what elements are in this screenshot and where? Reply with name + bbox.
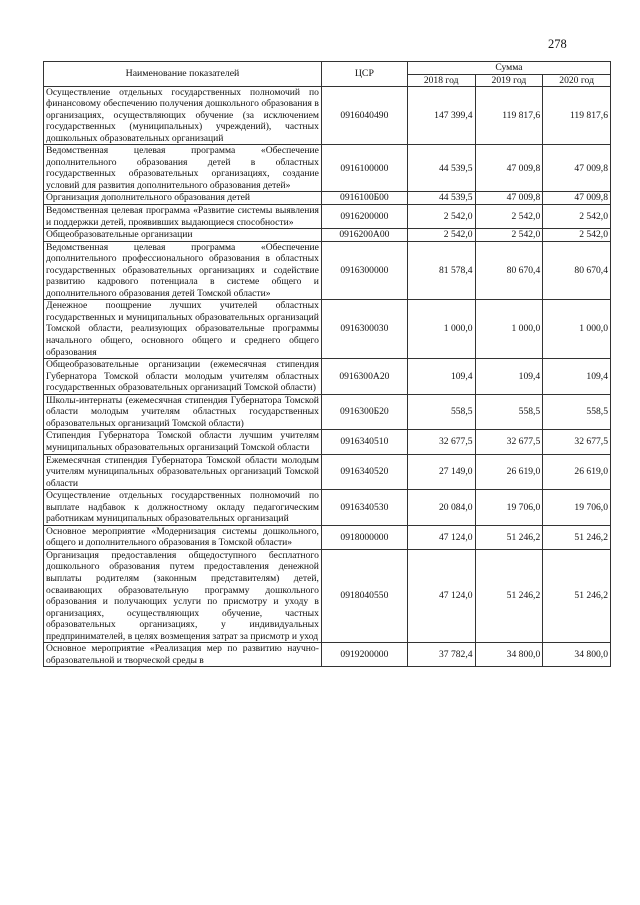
row-2019: 34 800,0 bbox=[475, 643, 543, 667]
row-2019: 51 246,2 bbox=[475, 525, 543, 549]
table-row bbox=[44, 430, 611, 454]
table-row bbox=[44, 145, 611, 192]
row-2019: 109,4 bbox=[475, 359, 543, 395]
row-2020: 109,4 bbox=[543, 359, 611, 395]
row-2018: 109,4 bbox=[407, 359, 475, 395]
row-csr: 0916200000 bbox=[321, 205, 407, 229]
header-row-top bbox=[44, 62, 611, 75]
row-csr: 0918000000 bbox=[321, 525, 407, 549]
row-2018: 32 677,5 bbox=[407, 430, 475, 454]
row-2018: 2 542,0 bbox=[407, 205, 475, 229]
row-name: Стипендия Губернатора Томской области лучшим учителям муниципальных образовательных организаций Томской области bbox=[44, 430, 322, 454]
row-csr: 0916300000 bbox=[321, 241, 407, 300]
row-csr: 0916340520 bbox=[321, 454, 407, 490]
row-csr: 0916040490 bbox=[321, 86, 407, 145]
table-row bbox=[44, 549, 611, 642]
row-2019: 26 619,0 bbox=[475, 454, 543, 490]
row-2019: 19 706,0 bbox=[475, 490, 543, 526]
row-2020: 19 706,0 bbox=[543, 490, 611, 526]
row-csr: 0916340530 bbox=[321, 490, 407, 526]
row-2019: 558,5 bbox=[475, 394, 543, 430]
table-row bbox=[44, 525, 611, 549]
row-name: Школы-интернаты (ежемесячная стипендия Губернатора Томской области молодым учителям областных государственных образовательных организаций Томской области) bbox=[44, 394, 322, 430]
header-csr: ЦСР bbox=[321, 62, 407, 87]
row-csr: 0916300А20 bbox=[321, 359, 407, 395]
row-csr: 0916340510 bbox=[321, 430, 407, 454]
row-2020: 80 670,4 bbox=[543, 241, 611, 300]
table-row bbox=[44, 192, 611, 205]
row-name: Общеобразовательные организации bbox=[44, 229, 322, 242]
row-2020: 51 246,2 bbox=[543, 549, 611, 642]
table-row bbox=[44, 205, 611, 229]
row-csr: 0916100000 bbox=[321, 145, 407, 192]
table-header bbox=[44, 62, 611, 87]
row-2018: 20 084,0 bbox=[407, 490, 475, 526]
header-year-2020: 2020 год bbox=[543, 74, 611, 86]
row-2020: 47 009,8 bbox=[543, 192, 611, 205]
row-2019: 1 000,0 bbox=[475, 300, 543, 359]
row-2018: 44 539,5 bbox=[407, 192, 475, 205]
row-2019: 119 817,6 bbox=[475, 86, 543, 145]
table-row bbox=[44, 229, 611, 242]
row-2020: 2 542,0 bbox=[543, 229, 611, 242]
row-2018: 27 149,0 bbox=[407, 454, 475, 490]
row-2019: 47 009,8 bbox=[475, 145, 543, 192]
row-name: Основное мероприятие «Модернизация системы дошкольного, общего и дополнительного образования в Томской области» bbox=[44, 525, 322, 549]
table-row bbox=[44, 300, 611, 359]
row-2019: 80 670,4 bbox=[475, 241, 543, 300]
table-row bbox=[44, 241, 611, 300]
row-2018: 558,5 bbox=[407, 394, 475, 430]
row-2020: 47 009,8 bbox=[543, 145, 611, 192]
row-2019: 32 677,5 bbox=[475, 430, 543, 454]
row-csr: 0916200А00 bbox=[321, 229, 407, 242]
row-2020: 1 000,0 bbox=[543, 300, 611, 359]
row-2020: 34 800,0 bbox=[543, 643, 611, 667]
row-2020: 2 542,0 bbox=[543, 205, 611, 229]
header-year-2019: 2019 год bbox=[475, 74, 543, 86]
row-2018: 47 124,0 bbox=[407, 549, 475, 642]
row-2019: 2 542,0 bbox=[475, 205, 543, 229]
row-2020: 26 619,0 bbox=[543, 454, 611, 490]
row-2020: 51 246,2 bbox=[543, 525, 611, 549]
row-name: Ведомственная целевая программа «Обеспечение дополнительного профессионального образования в областных государственных образовательных организациях и содействие развитию кадрового потенциала в системе общего и дополнительного образования детей Томской области» bbox=[44, 241, 322, 300]
table-row bbox=[44, 394, 611, 430]
table-row bbox=[44, 359, 611, 395]
row-2020: 119 817,6 bbox=[543, 86, 611, 145]
header-sum: Сумма bbox=[407, 62, 610, 75]
row-2018: 44 539,5 bbox=[407, 145, 475, 192]
row-name: Организация дополнительного образования детей bbox=[44, 192, 322, 205]
row-name: Ведомственная целевая программа «Обеспечение дополнительного образования детей в областных государственных образовательных организациях, создание условий для развития дополнительного образования детей» bbox=[44, 145, 322, 192]
row-name: Организация предоставления общедоступного бесплатного дошкольного образования путем предоставления денежной выплаты родителям (законным представителям) детей, осваивающих образовательную программу дошкольного образования и получающих услуги по присмотру и уходу в организациях, осуществляющих обучение, частных образовательных организациях, у индивидуальных предпринимателей, в целях возмещения затрат за присмотр и уход bbox=[44, 549, 322, 642]
row-csr: 0916100Б00 bbox=[321, 192, 407, 205]
row-name: Осуществление отдельных государственных полномочий по выплате надбавок к должностному окладу педагогическим работникам муниципальных образовательных организаций bbox=[44, 490, 322, 526]
table-body bbox=[44, 86, 611, 667]
row-name: Ежемесячная стипендия Губернатора Томской области молодым учителям муниципальных образовательных организаций Томской области bbox=[44, 454, 322, 490]
header-name: Наименование показателей bbox=[44, 62, 322, 87]
row-2018: 1 000,0 bbox=[407, 300, 475, 359]
header-year-2018: 2018 год bbox=[407, 74, 475, 86]
row-2019: 47 009,8 bbox=[475, 192, 543, 205]
row-2018: 37 782,4 bbox=[407, 643, 475, 667]
table-row bbox=[44, 86, 611, 145]
row-2018: 2 542,0 bbox=[407, 229, 475, 242]
row-csr: 0918040550 bbox=[321, 549, 407, 642]
row-2020: 558,5 bbox=[543, 394, 611, 430]
row-name: Общеобразовательные организации (ежемесячная стипендия Губернатора Томской области молодым учителям областных государственных образовательных организаций Томской области) bbox=[44, 359, 322, 395]
row-name: Основное мероприятие «Реализация мер по развитию научно-образовательной и творческой среды в bbox=[44, 643, 322, 667]
row-name: Осуществление отдельных государственных полномочий по финансовому обеспечению получения дошкольного образования в организациях, осуществляющих обучение (за исключением государственных (муниципальных) учреждений), частных дошкольных образовательных организаций bbox=[44, 86, 322, 145]
row-2020: 32 677,5 bbox=[543, 430, 611, 454]
budget-table bbox=[43, 61, 611, 667]
row-2019: 51 246,2 bbox=[475, 549, 543, 642]
row-2018: 81 578,4 bbox=[407, 241, 475, 300]
row-2019: 2 542,0 bbox=[475, 229, 543, 242]
row-name: Ведомственная целевая программа «Развитие системы выявления и поддержки детей, проявивших выдающиеся способности» bbox=[44, 205, 322, 229]
row-csr: 0919200000 bbox=[321, 643, 407, 667]
row-csr: 0916300Б20 bbox=[321, 394, 407, 430]
row-2018: 47 124,0 bbox=[407, 525, 475, 549]
table-row bbox=[44, 643, 611, 667]
table-row bbox=[44, 454, 611, 490]
table-row bbox=[44, 490, 611, 526]
row-name: Денежное поощрение лучших учителей областных государственных и муниципальных образовательных организаций Томской области, реализующих образовательные программы начального общего, основного общего и среднего общего образования bbox=[44, 300, 322, 359]
page-number: 278 bbox=[548, 37, 567, 51]
row-csr: 0916300030 bbox=[321, 300, 407, 359]
row-2018: 147 399,4 bbox=[407, 86, 475, 145]
